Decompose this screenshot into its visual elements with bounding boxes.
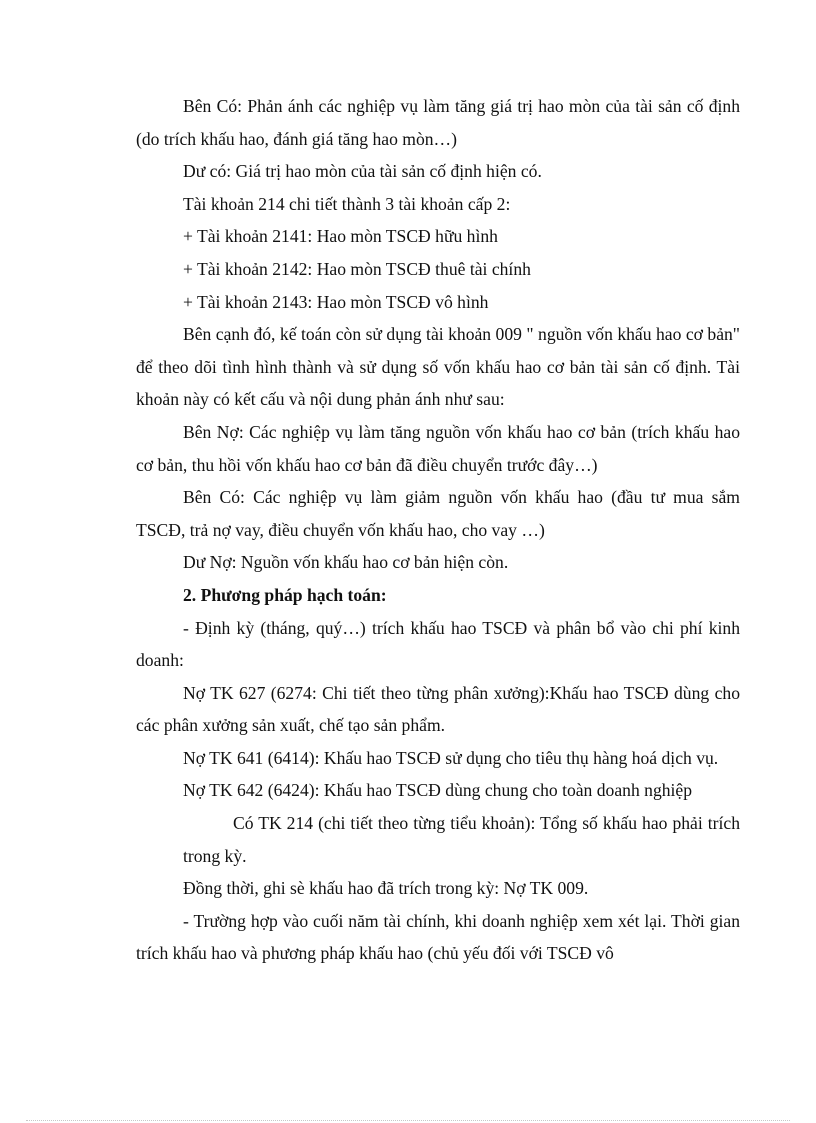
- list-item-account-2142: + Tài khoản 2142: Hao mòn TSCĐ thuê tài chính: [183, 258, 531, 279]
- section-heading-accounting-method: 2. Phương pháp hạch toán:: [183, 584, 387, 605]
- paragraph-credit-side-capital: Bên Có: Các nghiệp vụ làm giảm nguồn vốn khấu hao (đầu tư mua sắm TSCĐ, trả nợ vay, điều chuyển vốn khấu hao, cho vay …): [136, 487, 740, 540]
- document-body: [136, 90, 740, 970]
- entry-debit-641: Nợ TK 641 (6414): Khấu hao TSCĐ sử dụng cho tiêu thụ hàng hoá dịch vụ.: [183, 747, 719, 768]
- page-bottom-divider: [26, 1120, 790, 1121]
- paragraph-credit-balance: Dư có: Giá trị hao mòn của tài sản cố định hiện có.: [183, 161, 542, 182]
- paragraph-credit-side-depreciation: Bên Có: Phản ánh các nghiệp vụ làm tăng giá trị hao mòn của tài sản cố định (do trích khấu hao, đánh giá tăng hao mòn…): [136, 96, 740, 149]
- paragraph-simultaneous-entry: Đồng thời, ghi sè khấu hao đã trích trong kỳ: Nợ TK 009.: [183, 878, 589, 899]
- entry-debit-642: Nợ TK 642 (6424): Khấu hao TSCĐ dùng chung cho toàn doanh nghiệp: [183, 780, 693, 801]
- list-item-account-2141: + Tài khoản 2141: Hao mòn TSCĐ hữu hình: [183, 226, 498, 247]
- paragraph-debit-balance: Dư Nợ: Nguồn vốn khấu hao cơ bản hiện còn.: [183, 552, 509, 573]
- paragraph-periodic-depreciation: - Định kỳ (tháng, quý…) trích khấu hao TSCĐ và phân bổ vào chi phí kinh doanh:: [136, 617, 740, 671]
- paragraph-account-009-intro: Bên cạnh đó, kế toán còn sử dụng tài khoản 009 " nguồn vốn khấu hao cơ bản" để theo dõi tình hình thành và sử dụng số vốn khấu hao cơ bản tài sản cố định. Tài khoản này có kết cấu và nội dung phản ánh như sau:: [136, 324, 740, 410]
- entry-credit-214: Có TK 214 (chi tiết theo từng tiểu khoản): Tổng số khấu hao phải trích trong kỳ.: [183, 813, 740, 866]
- paragraph-debit-side: Bên Nợ: Các nghiệp vụ làm tăng nguồn vốn khấu hao cơ bản (trích khấu hao cơ bản, thu hồi vốn khấu hao cơ bản đã điều chuyển trước đây…): [136, 421, 740, 475]
- paragraph-account-214-details: Tài khoản 214 chi tiết thành 3 tài khoản cấp 2:: [183, 193, 511, 214]
- list-item-account-2143: + Tài khoản 2143: Hao mòn TSCĐ vô hình: [183, 291, 489, 312]
- paragraph-year-end-review: - Trường hợp vào cuối năm tài chính, khi doanh nghiệp xem xét lại. Thời gian trích khấu hao và phương pháp khấu hao (chủ yếu đối với TSCĐ vô: [136, 910, 740, 964]
- entry-debit-627: Nợ TK 627 (6274: Chi tiết theo từng phân xưởng):Khấu hao TSCĐ dùng cho các phân xưởng sản xuất, chế tạo sản phẩm.: [136, 682, 740, 736]
